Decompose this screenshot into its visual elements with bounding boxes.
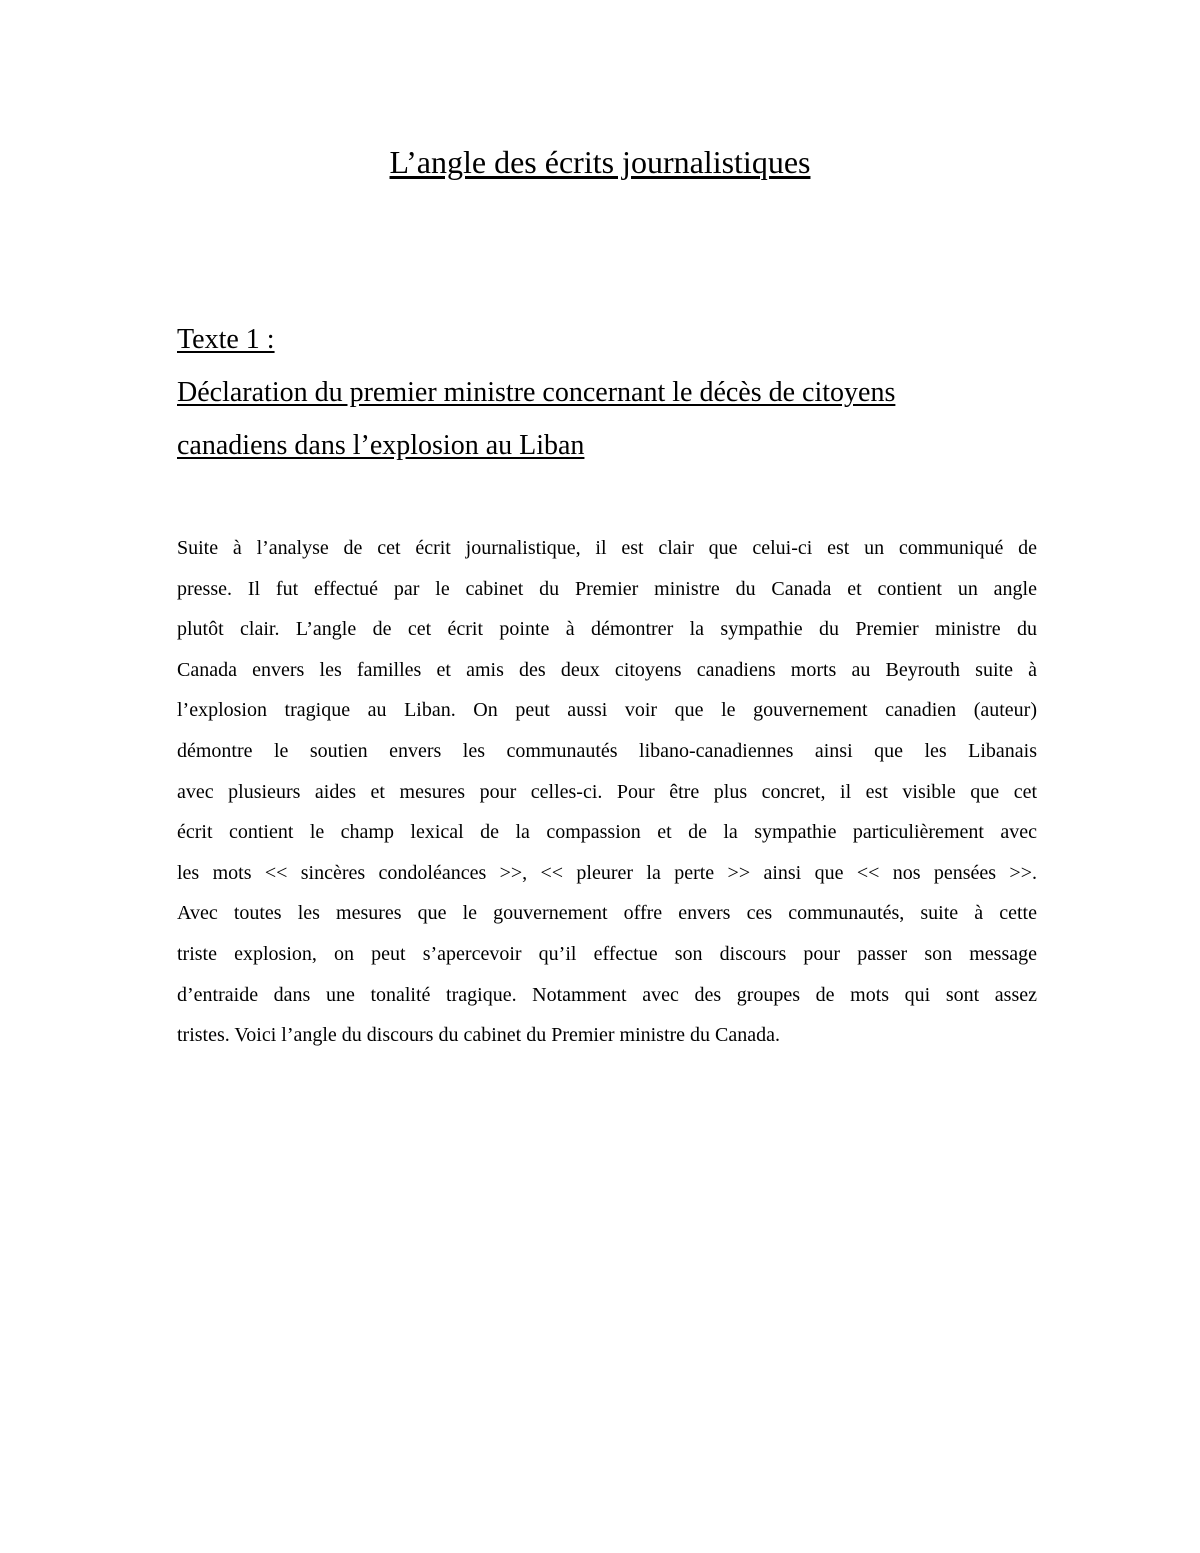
body-line-4: Canada envers les familles et amis des deux citoyens canadiens morts au Beyrouth suite à [177,658,1037,681]
body-line-9: les mots << sincères condoléances >>, << pleurer la perte >> ainsi que << nos pensées >>. [177,861,1037,884]
body-line-1: Suite à l’analyse de cet écrit journalistique, il est clair que celui-ci est un communiqué de [177,537,1037,559]
body-line-13: tristes. Voici l’angle du discours du cabinet du Premier ministre du Canada. [177,1024,781,1047]
body-line-3: plutôt clair. L’angle de cet écrit pointe à démontrer la sympathie du Premier ministre du [177,618,1037,641]
body-line-8: écrit contient le champ lexical de la compassion et de la sympathie particulièrement avec [177,821,1037,844]
body-line-10: Avec toutes les mesures que le gouvernement offre envers ces communautés, suite à cette [177,902,1037,925]
body-line-2: presse. Il fut effectué par le cabinet du Premier ministre du Canada et contient un angle [177,577,1037,600]
section-label: Texte 1 : [177,324,275,355]
document-title: L’angle des écrits journalistiques [389,144,811,180]
body-line-6: démontre le soutien envers les communautés libano-canadiennes ainsi que les Libanais [177,739,1037,762]
body-line-5: l’explosion tragique au Liban. On peut aussi voir que le gouvernement canadien (auteur) [177,699,1037,722]
section-title-line-2: canadiens dans l’explosion au Liban [177,430,585,461]
body-line-7: avec plusieurs aides et mesures pour celles-ci. Pour être plus concret, il est visible que cet [177,780,1037,803]
body-paragraph [177,528,1037,1056]
body-line-12: d’entraide dans une tonalité tragique. Notamment avec des groupes de mots qui sont assez [177,983,1037,1006]
section-title-line-1: Déclaration du premier ministre concernant le décès de citoyens [177,377,896,408]
body-line-11: triste explosion, on peut s’apercevoir qu’il effectue son discours pour passer son message [177,942,1037,965]
